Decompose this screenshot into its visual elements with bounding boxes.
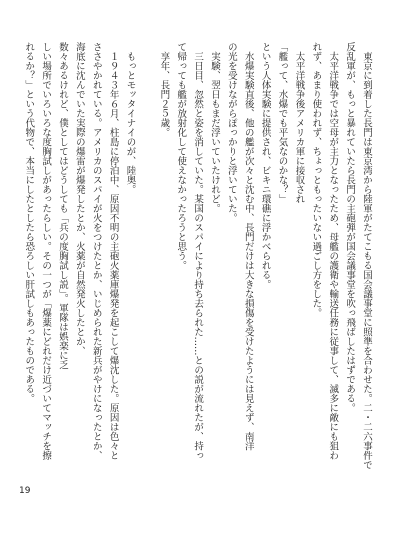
text-line: れず、あまり使われず、ちょっともったいない過ごし方をした。 — [310, 42, 322, 318]
text-line: 実験、翌日もまだ浮いていたけれど。 — [208, 42, 220, 213]
text-line: という人体実験に提供され、ビキニ環礁に浮かべられる。 — [259, 42, 271, 289]
text-line: 海底に沈んでいた実際の爆雷が爆発したとか、火薬が自然発火したとか、 — [73, 42, 85, 356]
page-number: 19 — [19, 486, 31, 496]
text-line: 反乱軍が、もっと暴れていたら長門の主砲弾が国会議事堂を吹っ飛ばしたはずである。 — [344, 42, 356, 413]
body-text — [19, 42, 374, 474]
text-line: 享年、長門２５歳。 — [158, 42, 170, 137]
text-line: 水爆実験直後、他の艦が次々と沈む中、長門だけは大きな損傷を受けたようには見えず、南洋 — [242, 42, 254, 451]
text-line: て帰っても艦が放射化して使えなかったろうと思う。 — [175, 42, 187, 270]
text-line: 「艦って、水爆でも平気なのかな？」 — [276, 42, 288, 204]
text-line: 東京に到着した長門は東京湾から陸軍がたてこもる国会議事堂に照準を合わせた。二・二六事件で — [361, 42, 372, 470]
text-line: 三日目、忽然と姿を消していた。某国のスパイにより持ち去られた……との説が流れたが、持っ — [192, 42, 204, 460]
text-line: 太平洋戦争では空母が主力となったため、母艦の護衛や輸送任務に従事して、滅多に敵にも狙わ — [327, 42, 339, 460]
text-line: れるか？」という代物で、本当にしたとしたら恐ろしい肝試しもあったものである。 — [23, 42, 35, 403]
text-line: １９４３年６月、柱島に停泊中、原因不明の主砲火薬庫爆発を起こして爆沈した。原因は色々と — [107, 42, 119, 460]
text-line: もっとモッタイナイのが、陸奥。 — [124, 42, 136, 194]
section-gap — [138, 42, 155, 474]
text-line: の光を受けながらぽっかりと浮いていた。 — [225, 42, 237, 223]
text-line: 太平洋戦争後アメリカ軍に接収され — [293, 42, 305, 204]
text-line: 数々あるけれど、僕としてはどうしても「兵の度胸試し説」。軍隊は娯楽に乏 — [56, 42, 68, 370]
text-line: ささやかれている。アメリカのスパイが火をつけたとか、いじめられた新兵がやけになったとか、 — [90, 42, 102, 460]
text-line: しい場所でいろいろな度胸試しがあったらしい。その一つが「爆薬にどれだけ近づいてマッチを擦 — [40, 42, 52, 460]
